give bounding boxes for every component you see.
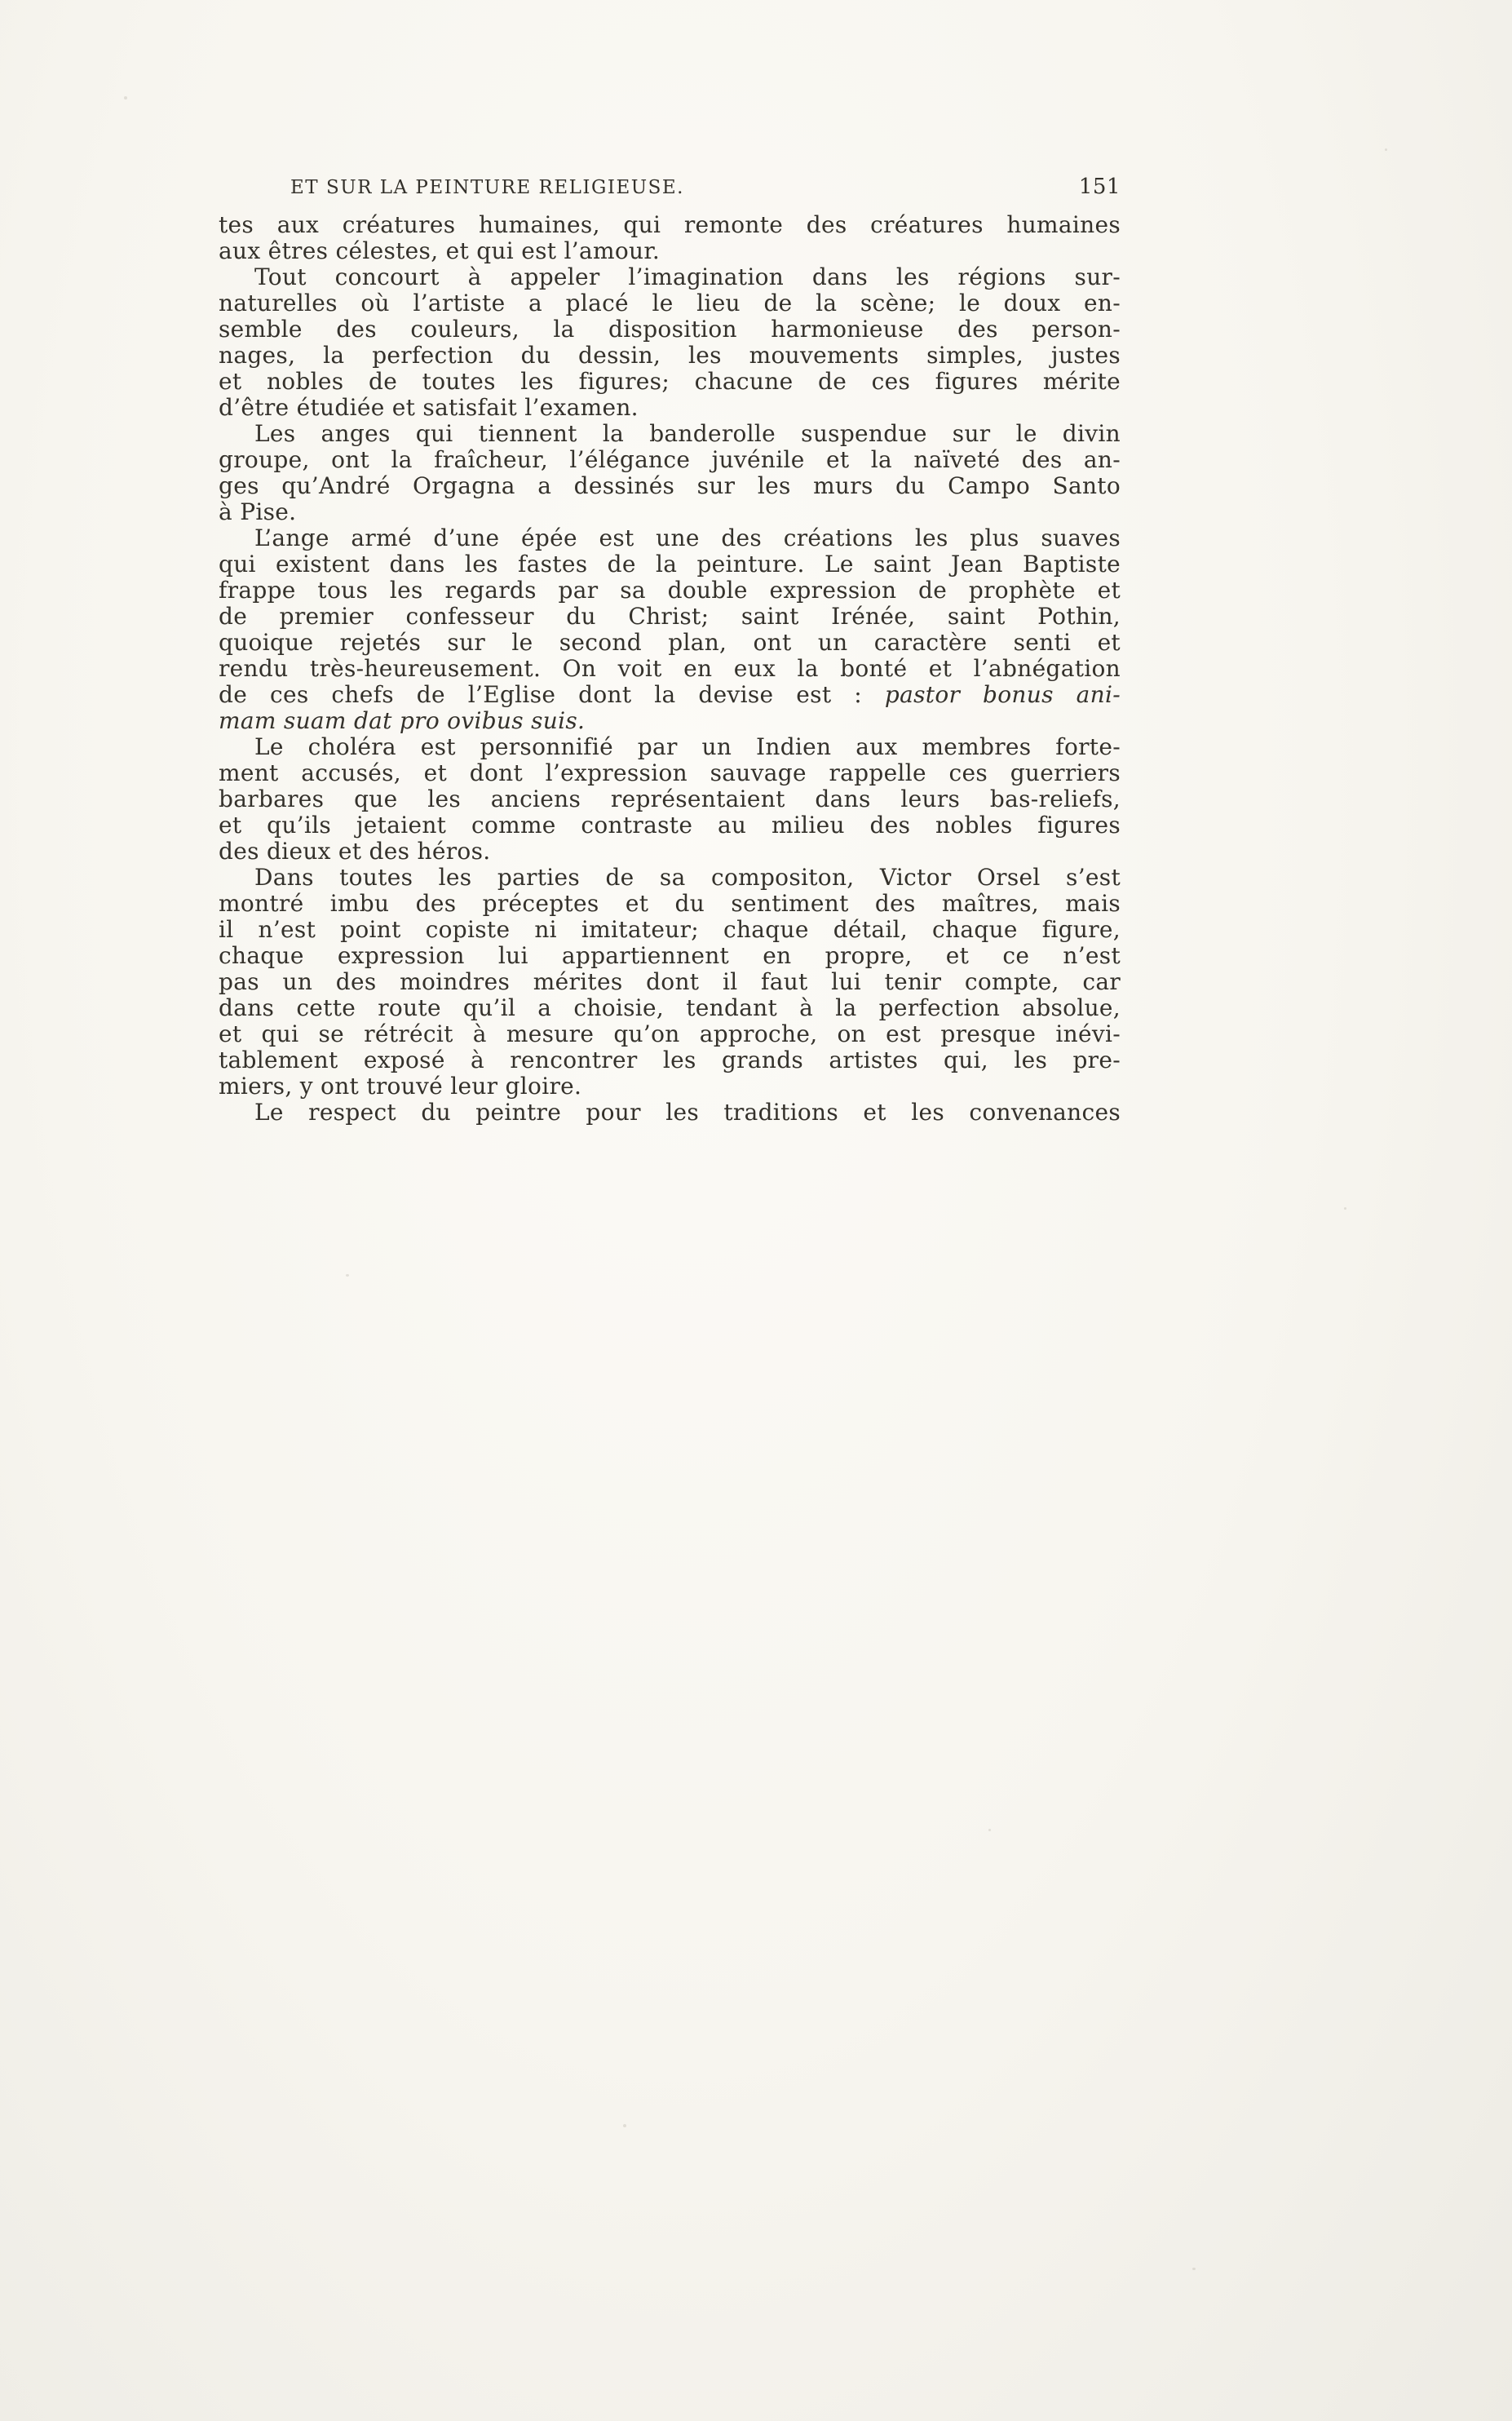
text-line [219, 473, 1121, 499]
text-line [219, 865, 1121, 891]
body-text: et qu’ils jetaient comme contraste au milieu des nobles figures [219, 812, 1121, 839]
text-line [219, 525, 1121, 551]
text-line [219, 290, 1121, 316]
body-text: il n’est point copiste ni imitateur; chaque détail, chaque figure, [219, 916, 1121, 943]
body-text: Dans toutes les parties de sa compositon, Victor Orsel s’est [254, 864, 1121, 891]
text-line [219, 499, 1121, 525]
body-text: nages, la perfection du dessin, les mouvements simples, justes [219, 342, 1121, 369]
body-text: naturelles où l’artiste a placé le lieu de la scène; le doux en- [219, 290, 1121, 316]
body-text: Le choléra est personnifié par un Indien aux membres forte- [254, 733, 1121, 760]
body-text: des dieux et des héros. [219, 838, 491, 865]
text-line [219, 839, 1121, 865]
paragraph [219, 421, 1121, 525]
scan-speck [988, 1829, 991, 1831]
page-header [219, 175, 1121, 199]
paragraph [219, 212, 1121, 264]
body-text: L’ange armé d’une épée est une des créations les plus suaves [254, 524, 1121, 551]
text-line [219, 604, 1121, 630]
scan-speck [346, 1274, 349, 1277]
scan-speck [1385, 148, 1387, 151]
body-text: qui existent dans les fastes de la peinture. Le saint Jean Baptiste [219, 551, 1121, 578]
body-text: barbares que les anciens représentaient dans leurs bas-reliefs, [219, 786, 1121, 812]
paragraph [219, 1100, 1121, 1126]
body-text: tes aux créatures humaines, qui remonte des créatures humaines [219, 211, 1121, 238]
text-line [219, 578, 1121, 604]
text-line [219, 395, 1121, 421]
text-line [219, 969, 1121, 995]
body-text: montré imbu des préceptes et du sentiment des maîtres, mais [219, 890, 1121, 917]
text-line [219, 812, 1121, 839]
text-line [219, 343, 1121, 369]
body-text: Les anges qui tiennent la banderolle suspendue sur le divin [254, 420, 1121, 447]
paragraph [219, 865, 1121, 1100]
text-line [219, 551, 1121, 578]
scan-speck [124, 96, 127, 100]
text-line [219, 316, 1121, 343]
italic-text: pastor bonus ani- [884, 681, 1121, 708]
body-text: de ces chefs de l’Eglise dont la devise est : [219, 681, 885, 708]
body-text: aux êtres célestes, et qui est l’amour. [219, 237, 661, 264]
text-line [219, 369, 1121, 395]
text-line [219, 1073, 1121, 1100]
text-line [219, 917, 1121, 943]
text-line [219, 995, 1121, 1021]
body-text: de premier confesseur du Christ; saint Irénée, saint Pothin, [219, 603, 1121, 630]
body-text: miers, y ont trouvé leur gloire. [219, 1073, 582, 1100]
running-title: ET SUR LA PEINTURE RELIGIEUSE. [290, 177, 684, 198]
text-line [219, 1021, 1121, 1047]
text-line [219, 734, 1121, 760]
body-text: tablement exposé à rencontrer les grands artistes qui, les pre- [219, 1047, 1121, 1073]
text-line [219, 447, 1121, 473]
body-text: ges qu’André Orgagna a dessinés sur les murs du Campo Santo [219, 472, 1121, 499]
text-line [219, 264, 1121, 290]
body-text: semble des couleurs, la disposition harmonieuse des person- [219, 316, 1121, 343]
body-text: d’être étudiée et satisfait l’examen. [219, 394, 639, 421]
text-line [219, 1100, 1121, 1126]
paragraph [219, 734, 1121, 865]
body-text: groupe, ont la fraîcheur, l’élégance juvénile et la naïveté des an- [219, 446, 1121, 473]
scan-speck [1344, 1207, 1346, 1210]
text-line [219, 656, 1121, 682]
paragraph [219, 525, 1121, 734]
italic-text: mam suam dat pro ovibus suis. [219, 707, 586, 734]
text-line [219, 708, 1121, 734]
body-text: dans cette route qu’il a choisie, tendant à la perfection absolue, [219, 994, 1121, 1021]
body-text: à Pise. [219, 498, 297, 525]
scan-speck [623, 2124, 626, 2127]
page-number: 151 [1078, 175, 1121, 199]
body-text: quoique rejetés sur le second plan, ont un caractère senti et [219, 629, 1121, 656]
scan-speck [1192, 2268, 1196, 2270]
text-line [219, 212, 1121, 238]
text-line [219, 943, 1121, 969]
text-line [219, 1047, 1121, 1073]
body-text: ment accusés, et dont l’expression sauvage rappelle ces guerriers [219, 759, 1121, 786]
paragraph [219, 264, 1121, 421]
text-line [219, 760, 1121, 786]
body-text: et qui se rétrécit à mesure qu’on approche, on est presque inévi- [219, 1020, 1121, 1047]
text-line [219, 238, 1121, 264]
body-text: et nobles de toutes les figures; chacune de ces figures mérite [219, 368, 1121, 395]
text-line [219, 421, 1121, 447]
text-line [219, 786, 1121, 812]
body-text: Le respect du peintre pour les traditions et les convenances [254, 1099, 1121, 1126]
body-text: rendu très-heureusement. On voit en eux la bonté et l’abnégation [219, 655, 1121, 682]
text-line [219, 682, 1121, 708]
page-body [219, 212, 1121, 1126]
text-line [219, 630, 1121, 656]
body-text: Tout concourt à appeler l’imagination dans les régions sur- [254, 263, 1121, 290]
body-text: pas un des moindres mérites dont il faut lui tenir compte, car [219, 968, 1121, 995]
body-text: chaque expression lui appartiennent en propre, et ce n’est [219, 942, 1121, 969]
text-line [219, 891, 1121, 917]
body-text: frappe tous les regards par sa double expression de prophète et [219, 577, 1121, 604]
